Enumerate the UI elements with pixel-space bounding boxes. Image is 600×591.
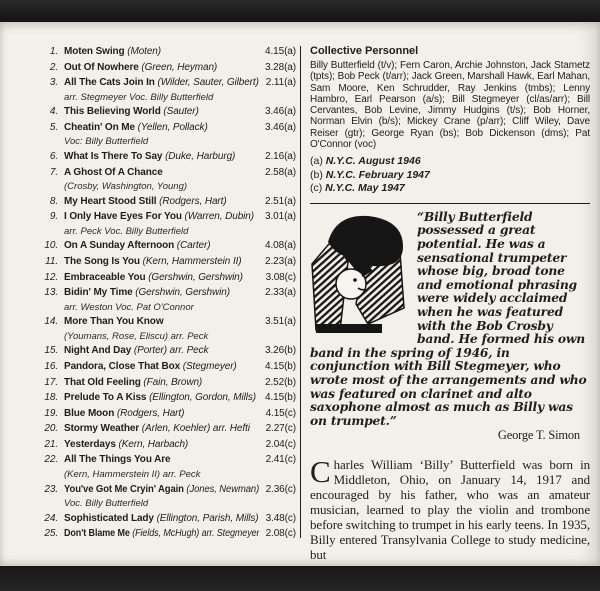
track-duration: 2.23(a) bbox=[265, 255, 296, 267]
session-row: (a) N.Y.C. August 1946 bbox=[310, 155, 421, 168]
track-row bbox=[38, 254, 296, 270]
track-row bbox=[38, 359, 296, 375]
track-title: Cheatin' On Me bbox=[64, 121, 138, 133]
track-number: 8. bbox=[49, 195, 58, 207]
track-duration: 2.08(c) bbox=[265, 528, 296, 540]
track-subline: (Crosby, Washington, Young) bbox=[64, 181, 188, 193]
tracklist-column bbox=[38, 44, 296, 542]
quote-block bbox=[310, 210, 590, 443]
booklet-top-edge bbox=[0, 0, 600, 22]
track-number: 1. bbox=[49, 46, 58, 57]
track-subline: arr. Peck Voc. Billy Butterfield bbox=[64, 225, 189, 237]
track-number: 4. bbox=[49, 106, 58, 118]
trumpeter-illustration bbox=[310, 212, 410, 340]
session-list bbox=[310, 155, 590, 196]
track-credits: (Green, Heyman) bbox=[141, 61, 218, 73]
track-credits: (Rodgers, Hart) bbox=[116, 407, 185, 419]
track-subline: arr. Stegmeyer Voc. Billy Butterfield bbox=[64, 91, 214, 103]
track-number: 14. bbox=[44, 316, 58, 328]
track-row bbox=[38, 482, 296, 498]
track-title: Pandora, Close That Box bbox=[64, 360, 183, 372]
track-title: Out Of Nowhere bbox=[64, 61, 142, 73]
track-credits: (Porter) arr. Peck bbox=[133, 345, 209, 357]
track-credits: (Jones, Newman) bbox=[186, 483, 259, 495]
track-title: Bidin' My Time bbox=[64, 287, 136, 299]
track-row bbox=[38, 406, 296, 422]
notes-column bbox=[310, 44, 590, 562]
track-duration: 2.36(c) bbox=[265, 483, 296, 495]
track-row bbox=[38, 375, 296, 391]
track-subline: (Youmans, Rose, Eliscu) arr. Peck bbox=[64, 330, 209, 342]
track-number: 3. bbox=[49, 77, 58, 89]
track-duration: 3.48(c) bbox=[265, 512, 296, 524]
track-credits: (Ellington, Parish, Mills) bbox=[156, 512, 259, 524]
track-number: 17. bbox=[44, 376, 58, 388]
track-credits: (Warren, Dubin) bbox=[184, 211, 254, 223]
track-duration: 2.16(a) bbox=[265, 150, 296, 162]
track-duration: 4.15(b) bbox=[265, 392, 296, 404]
track-credits: (Moten) bbox=[127, 46, 162, 57]
bio-text: harles William ‘Billy’ Butterfield was born in Middleton, Ohio, on January 14, 1917 and encouraged by his father, who was an amateur musician, learned to play the violin and trombone before switching to trumpet in his early teens. In 1935, Billy entered Transylvania College to study medicine, but bbox=[310, 456, 590, 562]
track-credits: (Yellen, Pollack) bbox=[137, 121, 208, 133]
track-duration: 2.51(a) bbox=[265, 195, 296, 207]
track-number: 13. bbox=[44, 287, 58, 299]
track-title: The Song Is You bbox=[64, 255, 143, 267]
track-credits: (Kern, Hammerstein II) bbox=[142, 255, 242, 267]
track-title: Blue Moon bbox=[64, 407, 117, 419]
track-title: More Than You Know bbox=[64, 316, 164, 328]
track-duration: 3.51(a) bbox=[265, 316, 296, 328]
track-number: 22. bbox=[44, 454, 58, 466]
track-number: 16. bbox=[44, 360, 58, 372]
track-number: 21. bbox=[44, 438, 58, 450]
track-title: All The Things You Are bbox=[64, 454, 171, 466]
track-title: Night And Day bbox=[64, 345, 134, 357]
track-credits: (Rodgers, Hart) bbox=[159, 195, 227, 207]
track-title: All The Cats Join In bbox=[64, 77, 158, 89]
column-divider bbox=[300, 46, 301, 538]
track-title: My Heart Stood Still bbox=[64, 195, 160, 207]
track-title: On A Sunday Afternoon bbox=[64, 240, 177, 252]
track-credits: (Kern, Harbach) bbox=[118, 438, 189, 450]
track-credits: (Gershwin, Gershwin) bbox=[148, 271, 243, 283]
track-title: This Believing World bbox=[64, 106, 164, 118]
track-credits: (Ellington, Gordon, Mills) bbox=[149, 392, 256, 404]
track-duration: 4.08(a) bbox=[265, 240, 296, 252]
track-subline: Voc. Billy Butterfield bbox=[64, 498, 149, 510]
track-title: That Old Feeling bbox=[64, 376, 144, 388]
track-number: 11. bbox=[45, 255, 58, 267]
track-row bbox=[38, 238, 296, 254]
track-duration: 4.15(b) bbox=[265, 360, 296, 372]
track-row bbox=[38, 120, 296, 136]
section-rule bbox=[310, 203, 590, 204]
track-credits: (Fields, McHugh) arr. Stegmeyer bbox=[132, 528, 259, 540]
track-subline: (Kern, Hammerstein II) arr. Peck bbox=[64, 469, 201, 481]
track-number: 2. bbox=[49, 61, 58, 73]
track-duration: 2.11(a) bbox=[265, 77, 296, 89]
track-credits: (Wilder, Sauter, Gilbert) bbox=[157, 77, 259, 89]
track-number: 15. bbox=[44, 345, 58, 357]
booklet-bottom-edge bbox=[0, 566, 600, 591]
track-title: Stormy Weather bbox=[64, 423, 142, 435]
personnel-heading: Collective Personnel bbox=[310, 45, 419, 57]
track-duration: 2.41(c) bbox=[265, 454, 296, 466]
track-duration: 2.52(b) bbox=[265, 376, 296, 388]
track-title: A Ghost Of A Chance bbox=[64, 166, 163, 178]
track-number: 12. bbox=[44, 271, 58, 283]
track-number: 6. bbox=[49, 150, 58, 162]
track-row bbox=[38, 390, 296, 406]
track-credits: (Stegmeyer) bbox=[182, 360, 237, 372]
track-duration: 3.28(a) bbox=[265, 61, 296, 73]
track-row bbox=[38, 60, 296, 76]
track-title: Prelude To A Kiss bbox=[64, 392, 150, 404]
track-title: I Only Have Eyes For You bbox=[64, 211, 185, 223]
track-duration: 2.27(c) bbox=[265, 423, 296, 435]
track-credits: (Fain, Brown) bbox=[143, 376, 203, 388]
track-row bbox=[38, 165, 296, 181]
track-row bbox=[38, 270, 296, 286]
track-duration: 3.46(a) bbox=[265, 106, 296, 118]
track-title: Yesterdays bbox=[64, 438, 119, 450]
track-title: You've Got Me Cryin' Again bbox=[64, 483, 187, 495]
track-credits: (Duke, Harburg) bbox=[165, 150, 236, 162]
track-credits: (Arlen, Koehler) arr. Hefti bbox=[141, 423, 250, 435]
track-row bbox=[38, 149, 296, 165]
track-number: 10. bbox=[44, 240, 58, 252]
track-row bbox=[38, 452, 296, 468]
session-row: (b) N.Y.C. February 1947 bbox=[310, 168, 430, 181]
track-number: 20. bbox=[44, 423, 58, 435]
session-row: (c) N.Y.C. May 1947 bbox=[310, 182, 405, 195]
track-number: 25. bbox=[44, 528, 58, 540]
track-row bbox=[38, 285, 296, 301]
track-subline: arr. Weston Voc. Pat O'Connor bbox=[64, 301, 194, 313]
track-row bbox=[38, 194, 296, 210]
track-duration: 3.26(b) bbox=[265, 345, 296, 357]
track-row bbox=[38, 314, 296, 330]
booklet-page bbox=[0, 22, 600, 566]
track-row bbox=[38, 104, 296, 120]
track-number: 7. bbox=[49, 166, 58, 178]
track-row bbox=[38, 44, 296, 60]
track-duration: 3.08(c) bbox=[265, 271, 296, 283]
quote-attribution: George T. Simon bbox=[497, 428, 580, 443]
track-row bbox=[38, 511, 296, 527]
track-row bbox=[38, 421, 296, 437]
track-row bbox=[38, 526, 296, 542]
track-subline: Voc: Billy Butterfield bbox=[64, 136, 149, 148]
track-duration: 2.58(a) bbox=[265, 166, 296, 178]
track-duration: 3.01(a) bbox=[265, 211, 296, 223]
track-title: Don't Blame Me bbox=[64, 528, 133, 540]
bio-drop-cap: C bbox=[310, 453, 331, 489]
tracklist bbox=[38, 44, 296, 542]
track-duration: 4.15(c) bbox=[265, 407, 296, 419]
track-row bbox=[38, 75, 296, 91]
track-number: 23. bbox=[44, 483, 58, 495]
track-number: 19. bbox=[44, 407, 58, 419]
track-number: 18. bbox=[44, 392, 58, 404]
track-number: 5. bbox=[49, 121, 58, 133]
track-row bbox=[38, 209, 296, 225]
quote-text: “Billy Butterfield possessed a great potential. He was a sensational trumpeter whose big, broad tone and emotional phrasing were widely acclaimed when he was featured with the Bob Crosby band. He formed his own band in the spring of 1946, in conjunction with Bill Stegmeyer, who wrote most of the arrangements and who was featured on clarinet and alto saxophone almost as much as Billy was on trumpet.” bbox=[310, 208, 587, 428]
track-row bbox=[38, 343, 296, 359]
track-credits: (Gershwin, Gershwin) bbox=[135, 287, 230, 299]
track-title: Moten Swing bbox=[64, 46, 128, 57]
track-number: 9. bbox=[49, 211, 58, 223]
track-duration: 2.04(c) bbox=[265, 438, 296, 450]
bio-paragraph bbox=[310, 453, 590, 562]
track-title: What Is There To Say bbox=[64, 150, 166, 162]
track-title: Sophisticated Lady bbox=[64, 512, 157, 524]
track-duration: 2.33(a) bbox=[265, 287, 296, 299]
track-title: Embraceable You bbox=[64, 271, 149, 283]
track-credits: (Sauter) bbox=[163, 106, 199, 118]
personnel-text: Billy Butterfield (t/v); Fern Caron, Archie Johnston, Jack Stametz (tpts); Bob Peck (t/arr); Jack Green, Marshall Hawk, Earl Mahan, Sam Moore, Ken Schrudder, Ray Jenkins (tmbs); Lenny Hambro, Earl Pearson (a/s); Bill Stegmeyer (cl/as/arr); Bill Cervantes, Bob Levine, Jimmy Hudgins (t/s); Bob Horner, Norman Elvin (b/s); Mickey Crane (p/arr); Cliff Wiley, Dave Reiser (gtr); George Ryan (bs); Bob Dickenson (dms); Pat O'Connor (voc) bbox=[310, 60, 590, 151]
track-number: 24. bbox=[44, 512, 58, 524]
track-duration: 4.15(a) bbox=[265, 46, 296, 57]
track-duration: 3.46(a) bbox=[265, 121, 296, 133]
track-credits: (Carter) bbox=[176, 240, 211, 252]
track-row bbox=[38, 437, 296, 453]
